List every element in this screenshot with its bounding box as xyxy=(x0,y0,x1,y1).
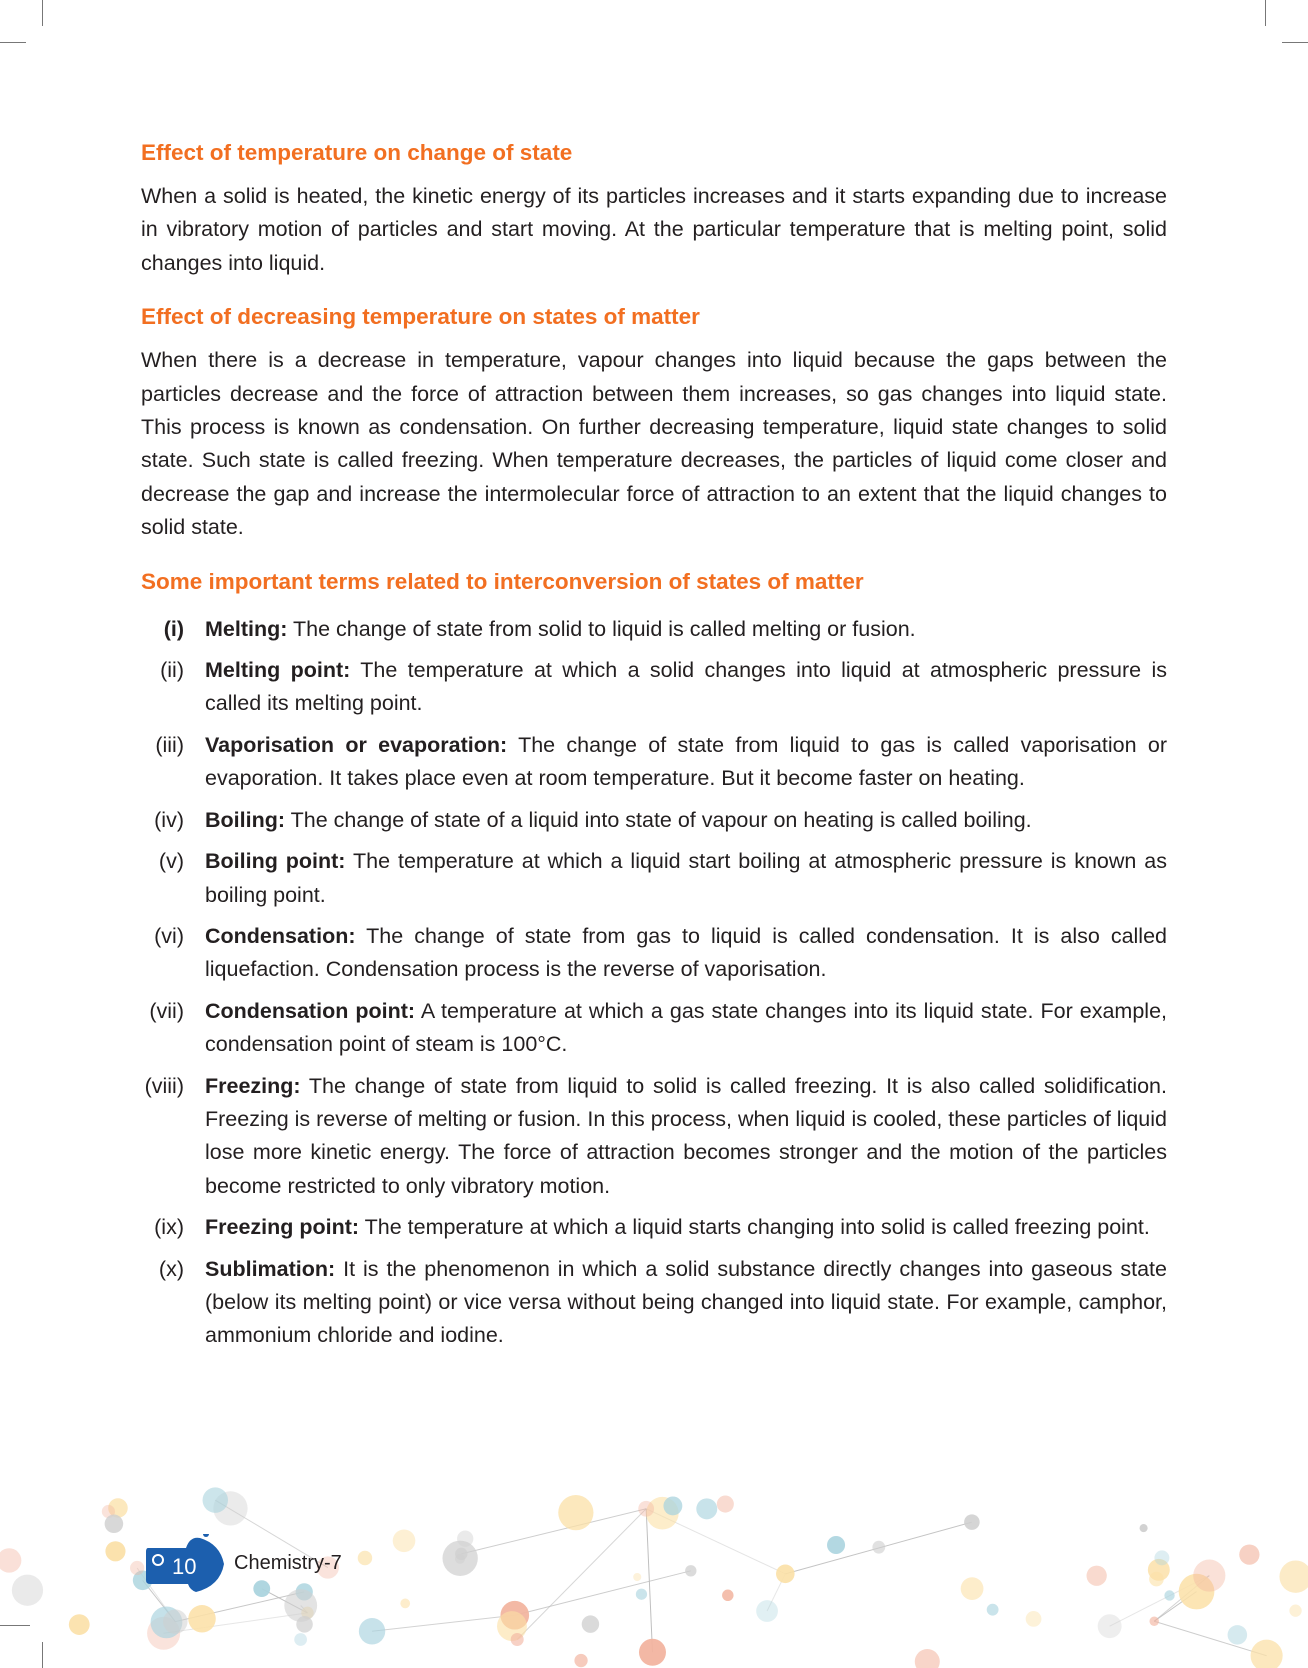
atom-circle xyxy=(1279,1560,1308,1592)
atom-circle xyxy=(105,1541,125,1561)
term-definition: The change of state of a liquid into state of vapour on heating is called boiling. xyxy=(285,807,1032,832)
bond-line xyxy=(461,1509,646,1554)
atom-circle xyxy=(633,1573,641,1581)
term-definition: A temperature at which a gas state changes into its liquid state. For example, condensation point of steam is 100°C. xyxy=(205,998,1168,1057)
term-text xyxy=(205,845,1167,912)
term-definition: The change of state from solid to liquid is called melting or fusion. xyxy=(287,616,916,641)
section-paragraph: When there is a decrease in temperature, vapour changes into liquid because the gaps between the particles decrease and the force of attraction between them increases, so gas changes into liquid state. This process is known as condensation. On further decreasing temperature, liquid state changes to solid state. Such state is called freezing. When temperature decreases, the particles of liquid come closer and decrease the gap and increase the intermolecular force of attraction to an extent that the liquid changes to solid state. xyxy=(141,348,1167,540)
atom-circle xyxy=(638,1501,654,1517)
term-name: Freezing: xyxy=(205,1073,301,1098)
term-definition: The change of state from liquid to solid is called freezing. It is also called solidification. Freezing is reverse of melting or fusion. In this process, when liquid is cooled, these particles of liquid lose more kinetic energy. The force of attraction becomes stronger and the motion of the particles become restricted to only vibratory motion. xyxy=(205,1073,1167,1198)
term-definition: The change of state from gas to liquid is called condensation. It is also called liquefaction. Condensation process is the reverse of vaporisation. xyxy=(205,923,1167,982)
atom-circle xyxy=(685,1565,696,1576)
atom-circle xyxy=(636,1589,647,1600)
atom-circle xyxy=(717,1496,734,1513)
atom-circle xyxy=(639,1639,666,1666)
atom-circle xyxy=(961,1577,984,1600)
atom-circle xyxy=(69,1614,90,1635)
term-name: Condensation: xyxy=(205,923,356,948)
bond-line xyxy=(1154,1621,1266,1655)
term-name: Freezing point: xyxy=(205,1215,360,1240)
atom-circle xyxy=(358,1551,372,1565)
page-number: 10 xyxy=(172,1554,197,1579)
term-number: (x) xyxy=(158,1256,184,1281)
term-definition: It is the phenomenon in which a solid substance directly changes into gaseous state (below its melting point) or vice versa without being changed into liquid state. For example, camphor, ammonium chloride and iodine. xyxy=(205,1256,1167,1348)
atom-circle xyxy=(0,1548,21,1572)
atom-circle xyxy=(915,1649,940,1668)
term-definition: The temperature at which a liquid start boiling at atmospheric pressure is known as boiling point. xyxy=(205,849,1167,907)
term-item xyxy=(141,1211,1167,1244)
term-definition: The change of state from liquid to gas is called vaporisation or evaporation. It takes place even at room temperature. But it become faster on heating. xyxy=(205,732,1168,791)
atom-circle xyxy=(393,1529,416,1552)
atom-circle xyxy=(1087,1566,1107,1586)
term-number: (iv) xyxy=(154,807,184,832)
crop-mark xyxy=(42,0,43,26)
atom-circle xyxy=(1149,1617,1158,1626)
crop-mark xyxy=(1282,42,1308,43)
atom-circle xyxy=(1193,1559,1225,1591)
atom-circle xyxy=(442,1541,477,1576)
atom-circle xyxy=(163,1609,187,1633)
atom-circle xyxy=(400,1599,410,1609)
atom-circle xyxy=(756,1600,778,1622)
term-name: Condensation point: xyxy=(205,998,416,1023)
atom-circle xyxy=(776,1565,795,1584)
term-item xyxy=(141,804,1167,837)
term-number: (vii) xyxy=(149,998,184,1023)
atom-circle xyxy=(1026,1611,1042,1627)
atom-circle xyxy=(284,1589,317,1622)
term-number: (v) xyxy=(158,849,184,874)
atom-circle xyxy=(359,1618,385,1644)
term-name: Vaporisation or evaporation: xyxy=(205,732,508,757)
terms-list xyxy=(141,613,1167,1353)
page-content xyxy=(141,138,1167,1361)
term-number: (i) xyxy=(163,616,184,641)
atom-circle xyxy=(1289,1605,1301,1617)
atom-circle xyxy=(582,1615,599,1632)
term-text xyxy=(205,804,1167,837)
atom-circle xyxy=(294,1633,307,1646)
term-name: Boiling point: xyxy=(205,849,346,874)
atom-circle xyxy=(253,1580,270,1597)
atom-circle xyxy=(663,1496,682,1515)
section-heading: Effect of temperature on change of state xyxy=(141,140,573,165)
atom-circle xyxy=(558,1495,593,1530)
section-heading: Some important terms related to interconversion of states of matter xyxy=(141,568,864,594)
term-item xyxy=(141,1070,1167,1204)
atom-circle xyxy=(203,1487,228,1512)
atom-circle xyxy=(188,1605,216,1633)
atom-circle xyxy=(12,1575,43,1606)
atom-circle xyxy=(1098,1614,1122,1638)
term-number: (iii) xyxy=(155,732,184,757)
term-item xyxy=(141,654,1167,721)
term-item xyxy=(141,920,1167,987)
term-text xyxy=(205,995,1167,1062)
term-item xyxy=(141,845,1167,912)
atom-circle xyxy=(722,1590,733,1601)
atom-circle xyxy=(696,1498,717,1519)
term-name: Melting point: xyxy=(205,658,351,683)
atom-circle xyxy=(964,1514,980,1530)
term-item xyxy=(141,613,1167,646)
term-item xyxy=(141,995,1167,1062)
term-item xyxy=(141,1253,1167,1353)
term-number: (viii) xyxy=(144,1073,184,1098)
atom-circle xyxy=(1251,1640,1283,1668)
atom-circle xyxy=(827,1536,845,1554)
atom-circle xyxy=(1154,1550,1169,1565)
bond-line xyxy=(372,1615,515,1631)
atom-circle xyxy=(574,1654,587,1667)
crop-mark xyxy=(1265,0,1266,26)
term-number: (vi) xyxy=(154,923,184,948)
section-heading: Effect of decreasing temperature on states of matter xyxy=(141,304,700,330)
term-number: (ix) xyxy=(154,1215,184,1240)
term-text xyxy=(205,1070,1167,1204)
term-definition: The temperature at which a solid changes into liquid at atmospheric pressure is called its melting point. xyxy=(205,658,1168,716)
atom-circle xyxy=(105,1514,124,1533)
term-name: Sublimation: xyxy=(205,1256,336,1281)
subject-label: Chemistry-7 xyxy=(234,1552,342,1574)
term-definition: The temperature at which a liquid starts changing into solid is called freezing point. xyxy=(359,1215,1150,1240)
term-text xyxy=(205,654,1167,721)
page-number-badge xyxy=(146,1534,226,1594)
term-text xyxy=(205,1253,1167,1353)
term-number: (ii) xyxy=(160,658,184,683)
atom-circle xyxy=(1228,1625,1248,1645)
atom-circle xyxy=(1164,1590,1174,1600)
term-name: Boiling: xyxy=(205,807,286,832)
term-text xyxy=(205,613,1167,646)
crop-mark xyxy=(0,42,26,43)
atom-circle xyxy=(987,1604,999,1616)
term-name: Melting: xyxy=(205,616,288,641)
atom-circle xyxy=(872,1541,885,1554)
section-paragraph: When a solid is heated, the kinetic energy of its particles increases and it starts expanding due to increase in vibratory motion of particles and start moving. At the particular temperature that is melting point, solid changes into liquid. xyxy=(141,184,1167,275)
atom-circle xyxy=(511,1633,524,1646)
atom-circle xyxy=(1239,1544,1259,1564)
atom-circle xyxy=(130,1561,144,1575)
term-item xyxy=(141,729,1167,796)
atom-circle xyxy=(1140,1524,1148,1532)
term-text xyxy=(205,729,1167,796)
term-text xyxy=(205,1211,1167,1244)
term-text xyxy=(205,920,1167,987)
bond-line xyxy=(515,1571,691,1615)
